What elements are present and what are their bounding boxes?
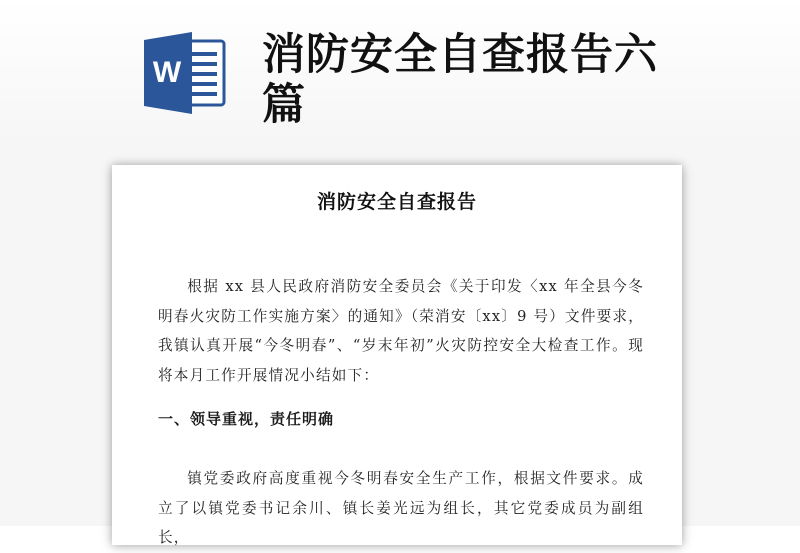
- word-document-icon: [142, 32, 228, 114]
- word-icon-letter: W: [152, 56, 182, 89]
- banner-title: 消防安全自查报告六篇: [262, 30, 658, 130]
- document-title: 消防安全自查报告: [316, 191, 477, 213]
- paragraph-intro: 根据 xx 县人民政府消防安全委员会《关于印发〈xx 年全县今冬明春火灾防工作实施方案〉的通知》（荣消安〔xx〕9 号）文件要求，我镇认真开展“今冬明春”、“岁末年初”火灾防控安全大检查工作。现将本月工作开展情况小结如下：: [158, 278, 644, 384]
- document-page: [112, 165, 682, 545]
- paragraph-leadership: 镇党委政府高度重视今冬明春安全生产工作，根据文件要求。成立了以镇党委书记余川、镇长姜光远为组长，其它党委成员为副组长，: [158, 470, 644, 546]
- section-heading: 一、领导重视，责任明确: [158, 410, 335, 428]
